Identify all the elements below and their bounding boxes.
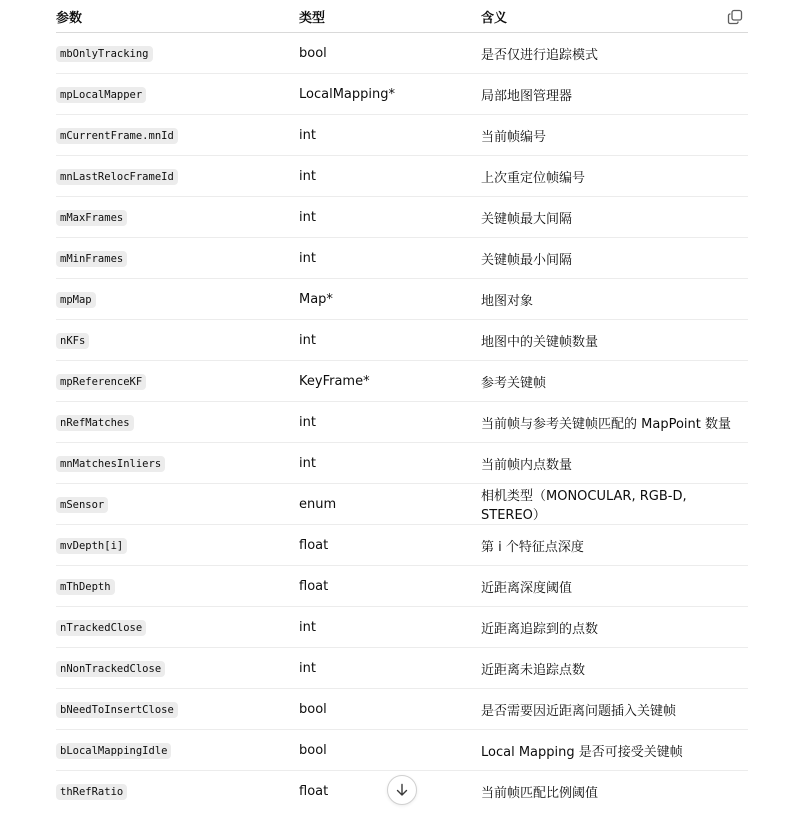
param-code: nTrackedClose bbox=[56, 620, 146, 636]
meaning-cell: Local Mapping 是否可接受关键帧 bbox=[481, 730, 748, 771]
table-row bbox=[56, 361, 748, 402]
param-cell bbox=[56, 402, 299, 443]
type-cell: LocalMapping* bbox=[299, 74, 481, 115]
param-code: mvDepth[i] bbox=[56, 538, 127, 554]
meaning-cell: 关键帧最小间隔 bbox=[481, 238, 748, 279]
meaning-cell: 第 i 个特征点深度 bbox=[481, 525, 748, 566]
table-row bbox=[56, 115, 748, 156]
param-code: mpLocalMapper bbox=[56, 87, 146, 103]
table-row bbox=[56, 156, 748, 197]
type-cell: int bbox=[299, 607, 481, 648]
table-row bbox=[56, 484, 748, 525]
type-cell: float bbox=[299, 566, 481, 607]
param-code: thRefRatio bbox=[56, 784, 127, 800]
meaning-cell: 相机类型（MONOCULAR, RGB-D, STEREO） bbox=[481, 484, 748, 525]
arrow-down-icon bbox=[395, 783, 409, 797]
param-cell bbox=[56, 320, 299, 361]
meaning-cell: 当前帧与参考关键帧匹配的 MapPoint 数量 bbox=[481, 402, 748, 443]
parameter-table bbox=[56, 0, 748, 811]
param-cell bbox=[56, 607, 299, 648]
type-cell: int bbox=[299, 238, 481, 279]
table-row bbox=[56, 279, 748, 320]
param-code: nNonTrackedClose bbox=[56, 661, 165, 677]
table-row bbox=[56, 566, 748, 607]
param-code: mMinFrames bbox=[56, 251, 127, 267]
meaning-cell: 是否仅进行追踪模式 bbox=[481, 33, 748, 74]
param-cell bbox=[56, 115, 299, 156]
table-row bbox=[56, 730, 748, 771]
param-cell bbox=[56, 443, 299, 484]
meaning-cell: 当前帧编号 bbox=[481, 115, 748, 156]
column-header-meaning: 含义 bbox=[481, 0, 748, 33]
meaning-cell: 上次重定位帧编号 bbox=[481, 156, 748, 197]
type-cell: Map* bbox=[299, 279, 481, 320]
table-row bbox=[56, 74, 748, 115]
copy-button[interactable] bbox=[727, 9, 743, 25]
table-header bbox=[56, 0, 748, 33]
table-body bbox=[56, 33, 748, 812]
param-cell bbox=[56, 484, 299, 525]
type-cell: int bbox=[299, 197, 481, 238]
type-cell: int bbox=[299, 648, 481, 689]
type-cell: bool bbox=[299, 33, 481, 74]
param-cell bbox=[56, 566, 299, 607]
meaning-cell: 当前帧匹配比例阈值 bbox=[481, 785, 599, 801]
type-cell: float bbox=[299, 783, 329, 799]
type-cell: int bbox=[299, 443, 481, 484]
param-code: bNeedToInsertClose bbox=[56, 702, 178, 718]
param-cell bbox=[56, 197, 299, 238]
param-code: bLocalMappingIdle bbox=[56, 743, 171, 759]
meaning-cell: 近距离未追踪点数 bbox=[481, 648, 748, 689]
meaning-cell: 近距离追踪到的点数 bbox=[481, 607, 748, 648]
param-code: mnMatchesInliers bbox=[56, 456, 165, 472]
param-code: mbOnlyTracking bbox=[56, 46, 153, 62]
param-cell bbox=[56, 74, 299, 115]
param-code: mMaxFrames bbox=[56, 210, 127, 226]
meaning-cell: 近距离深度阈值 bbox=[481, 566, 748, 607]
param-cell bbox=[56, 648, 299, 689]
table-row bbox=[56, 197, 748, 238]
param-cell bbox=[56, 689, 299, 730]
param-cell bbox=[56, 238, 299, 279]
param-cell bbox=[56, 279, 299, 320]
table-header-row bbox=[56, 0, 748, 33]
meaning-cell: 地图中的关键帧数量 bbox=[481, 320, 748, 361]
type-cell: int bbox=[299, 402, 481, 443]
table-row bbox=[56, 320, 748, 361]
table-row bbox=[56, 689, 748, 730]
type-cell: enum bbox=[299, 484, 481, 525]
param-code: mnLastRelocFrameId bbox=[56, 169, 178, 185]
table-row bbox=[56, 443, 748, 484]
table-row bbox=[56, 238, 748, 279]
column-header-type: 类型 bbox=[299, 0, 481, 33]
type-cell: KeyFrame* bbox=[299, 361, 481, 402]
table-row bbox=[56, 402, 748, 443]
meaning-cell: 当前帧内点数量 bbox=[481, 443, 748, 484]
param-code: mSensor bbox=[56, 497, 108, 513]
param-cell bbox=[56, 33, 299, 74]
table-row bbox=[56, 607, 748, 648]
table-row bbox=[56, 648, 748, 689]
type-cell: float bbox=[299, 525, 481, 566]
parameter-table-container bbox=[56, 0, 748, 811]
param-code: mThDepth bbox=[56, 579, 115, 595]
param-code: mpReferenceKF bbox=[56, 374, 146, 390]
type-cell: bool bbox=[299, 730, 481, 771]
type-cell: int bbox=[299, 115, 481, 156]
copy-icon bbox=[727, 9, 743, 25]
param-cell bbox=[56, 361, 299, 402]
param-code: mCurrentFrame.mnId bbox=[56, 128, 178, 144]
table-row bbox=[56, 33, 748, 74]
type-cell: int bbox=[299, 320, 481, 361]
meaning-cell: 参考关键帧 bbox=[481, 361, 748, 402]
table-row bbox=[56, 525, 748, 566]
meaning-cell: 是否需要因近距离问题插入关键帧 bbox=[481, 689, 748, 730]
meaning-cell: 关键帧最大间隔 bbox=[481, 197, 748, 238]
meaning-cell: 地图对象 bbox=[481, 279, 748, 320]
param-cell bbox=[56, 771, 299, 812]
param-cell bbox=[56, 525, 299, 566]
scroll-to-bottom-button[interactable] bbox=[387, 775, 417, 805]
meaning-cell: 局部地图管理器 bbox=[481, 74, 748, 115]
type-cell: int bbox=[299, 156, 481, 197]
type-cell: bool bbox=[299, 689, 481, 730]
param-code: nRefMatches bbox=[56, 415, 134, 431]
param-code: mpMap bbox=[56, 292, 96, 308]
column-header-param: 参数 bbox=[56, 0, 299, 33]
param-cell bbox=[56, 156, 299, 197]
param-code: nKFs bbox=[56, 333, 89, 349]
param-cell bbox=[56, 730, 299, 771]
